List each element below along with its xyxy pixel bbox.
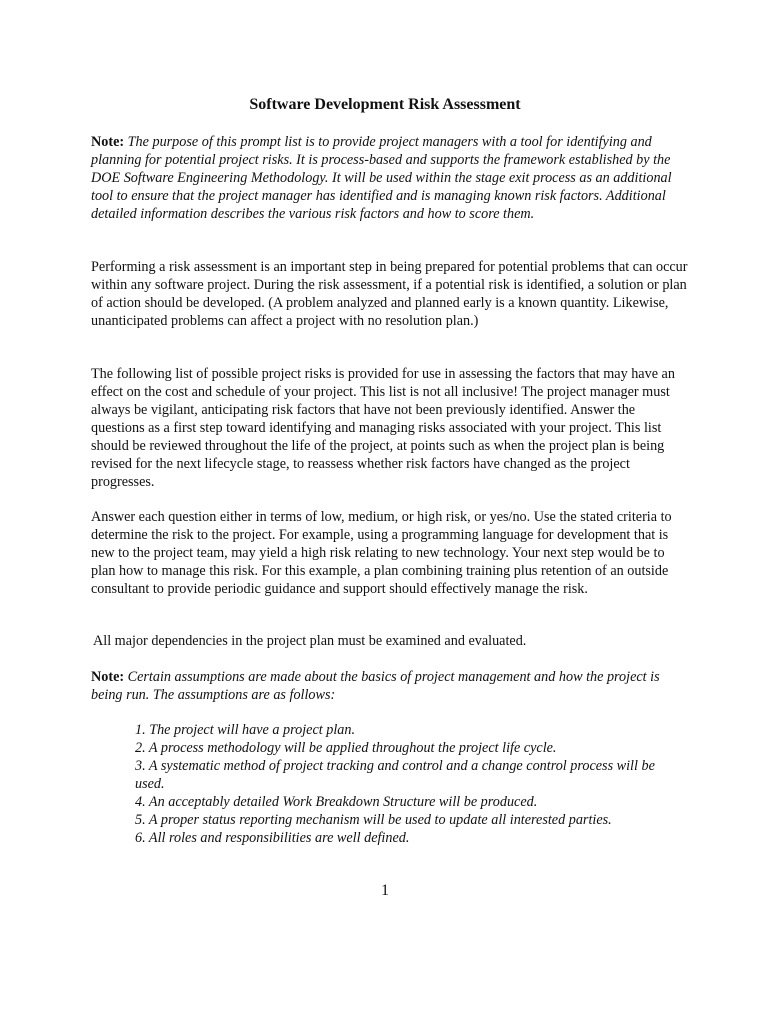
document-title: Software Development Risk Assessment — [249, 96, 521, 113]
paragraph-risk-list: The following list of possible project risks is provided for use in assessing the factors that may have an effect on the cost and schedule of your project. This list is not all inclusive! The project manager must always be vigilant, anticipating risk factors that have not been previously identified. Answer the questions as a first step toward identifying and managing risks associated with your project. This list should be reviewed throughout the life of the project, at points such as when the project plan is being revised for the next lifecycle stage, to reassess whether risk factors have changed as the project progresses. — [91, 366, 675, 490]
list-item: 2. A process methodology will be applied throughout the project life cycle. — [135, 740, 557, 756]
list-item: 6. All roles and responsibilities are well defined. — [135, 830, 410, 846]
note-label: Note: — [91, 134, 125, 150]
assumptions-note-text: Certain assumptions are made about the basics of project management and how the project is being run. The assumptions are as follows: — [91, 669, 660, 703]
paragraph-dependencies: All major dependencies in the project plan must be examined and evaluated. — [93, 633, 527, 649]
list-item: 4. An acceptably detailed Work Breakdown Structure will be produced. — [135, 794, 538, 810]
paragraph-answer-instructions: Answer each question either in terms of low, medium, or high risk, or yes/no. Use the stated criteria to determine the risk to the project. For example, using a programming language for development that is new to the project team, may yield a high risk relating to new technology. Your next step would be to plan how to manage this risk. For this example, a plan combining training plus retention of an outside consultant to provide periodic guidance and support should effectively manage the risk. — [91, 509, 672, 597]
paragraph-risk-assessment: Performing a risk assessment is an important step in being prepared for potential problems that can occur within any software project. During the risk assessment, if a potential risk is identified, a solution or plan of action should be developed. (A problem analyzed and planned early is a known quantity. Likewise, unanticipated problems can affect a project with no resolution plan.) — [91, 259, 688, 329]
purpose-note — [91, 133, 691, 223]
list-item: 5. A proper status reporting mechanism will be used to update all interested parties. — [135, 812, 612, 828]
list-item: 1. The project will have a project plan. — [135, 722, 356, 738]
purpose-note-text: The purpose of this prompt list is to provide project managers with a tool for identifying and planning for potential project risks. It is process-based and supports the framework established by the DOE Software Engineering Methodology. It will be used within the stage exit process as an additional tool to ensure that the project manager has identified and is managing known risk factors. Additional detailed information describes the various risk factors and how to score them. — [91, 134, 672, 222]
assumptions-list — [135, 721, 665, 847]
assumptions-note — [91, 668, 691, 704]
list-item: 3. A systematic method of project tracking and control and a change control process will be used. — [135, 758, 655, 792]
note-label: Note: — [91, 669, 125, 685]
page-number: 1 — [381, 882, 389, 899]
